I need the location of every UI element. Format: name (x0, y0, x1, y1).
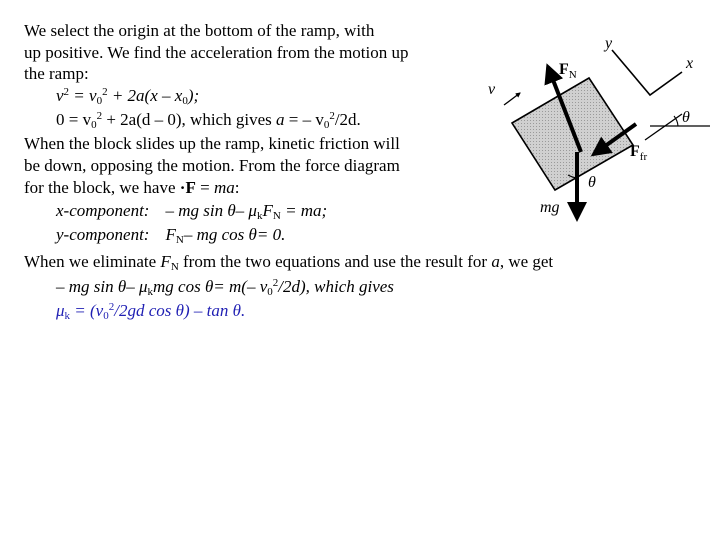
y-axis-label: y (605, 35, 613, 52)
friction-force-label: $F_{fr}$ (630, 143, 648, 163)
equation-kinematics-2: $0 = v_0^2 + 2a(d - 0)$, which gives a = – $v_0^2/2d$. (56, 110, 361, 131)
y-component-equation: y-component: $F_N-$ mg cos θ= 0. (56, 225, 286, 246)
text-line-1: We select the origin at the bottom of the ramp, with (24, 21, 375, 40)
x-axis-label: x (686, 55, 694, 72)
weight-label: mg (540, 199, 560, 216)
text-line-7: When we eliminate $F_N$ from the two equations and use the result for a, we get (24, 252, 554, 273)
combined-equation: – mg sin θ– $\mu_kmg$ cos θ= m(– $v_0^2/2d$), which gives (56, 277, 394, 298)
coordinate-axes (612, 50, 682, 95)
velocity-arrow (504, 93, 520, 105)
x-component-equation: x-component: – mg sin θ– $\mu_kF_N$ = ma; (56, 201, 328, 222)
block-angle-label: θ (588, 174, 596, 191)
velocity-label: v (488, 81, 496, 98)
text-line-4: When the block slides up the ramp, kinetic friction will (24, 134, 400, 153)
force-diagram (470, 30, 720, 225)
text-line-5: be down, opposing the motion. From the force diagram (24, 156, 400, 175)
text-line-6: for the block, we have ·F = ma: (24, 178, 240, 197)
text-line-3: the ramp: (24, 64, 89, 83)
ramp-angle-label: θ (682, 109, 690, 126)
result-equation: $\mu_k = (v_0^2/2gd$ cos θ) – tan θ. (56, 301, 246, 322)
normal-force-label: $F_N$ (559, 61, 577, 81)
equation-kinematics-1: $v^2 = v_0^2 + 2a(x - x_0)$; (56, 86, 200, 107)
ramp-incline-line (645, 114, 682, 140)
text-line-2: up positive. We find the acceleration from the motion up (24, 43, 409, 62)
